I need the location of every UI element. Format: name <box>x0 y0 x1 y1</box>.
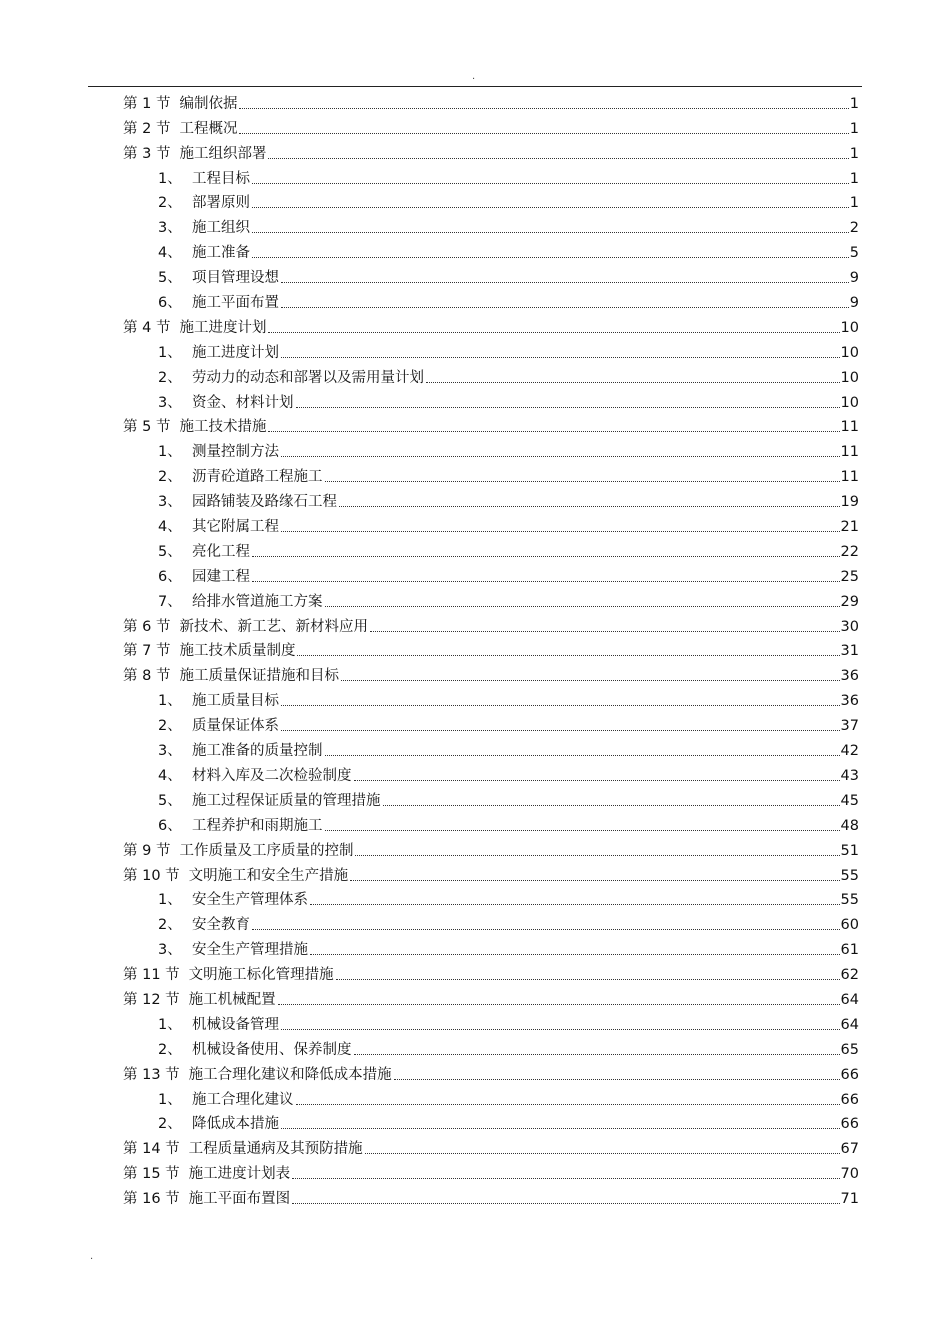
toc-entry-page: 10 <box>840 319 859 336</box>
toc-dot-leader <box>394 1079 840 1080</box>
toc-entry-number: 第 11 节 <box>123 967 180 984</box>
toc-entry-number: 1、 <box>158 693 182 710</box>
toc-entry-page: 48 <box>840 817 859 834</box>
toc-dot-leader <box>354 780 840 781</box>
toc-entry-title: 园建工程 <box>192 568 250 585</box>
toc-entry-number: 1、 <box>158 170 182 187</box>
toc-entry-page: 42 <box>840 743 859 760</box>
toc-entry-page: 10 <box>840 344 859 361</box>
toc-entry-page: 37 <box>840 718 859 735</box>
toc-entry-page: 64 <box>840 1016 859 1033</box>
toc-entry-page: 11 <box>840 469 859 486</box>
toc-entry-title: 安全生产管理措施 <box>192 942 308 959</box>
toc-entry-title: 安全生产管理体系 <box>192 892 308 909</box>
toc-entry-page: 70 <box>840 1166 859 1183</box>
toc-entry-number: 2、 <box>158 469 182 486</box>
toc-section-entry[interactable] <box>123 959 859 984</box>
toc-dot-leader <box>426 382 840 383</box>
toc-dot-leader <box>281 307 849 308</box>
toc-dot-leader <box>252 581 840 582</box>
toc-entry-number: 3、 <box>158 220 182 237</box>
toc-dot-leader <box>296 407 840 408</box>
toc-section-entry[interactable] <box>123 1059 859 1084</box>
toc-dot-leader <box>292 1178 839 1179</box>
toc-entry-page: 22 <box>840 543 859 560</box>
toc-entry-number: 3、 <box>158 494 182 511</box>
toc-section-entry[interactable] <box>123 113 859 138</box>
toc-dot-leader <box>336 979 840 980</box>
toc-entry-number: 2、 <box>158 1041 182 1058</box>
toc-entry-title: 编制依据 <box>179 95 238 112</box>
toc-dot-leader <box>268 332 839 333</box>
toc-entry-title: 施工技术质量制度 <box>179 643 296 660</box>
toc-entry-page: 1 <box>849 170 859 187</box>
toc-subsection-entry[interactable] <box>123 909 859 934</box>
footer-mark: . <box>90 1251 94 1262</box>
toc-subsection-entry[interactable] <box>123 486 859 511</box>
toc-entry-number: 第 3 节 <box>123 145 171 162</box>
toc-section-entry[interactable] <box>123 984 859 1009</box>
toc-dot-leader <box>268 431 839 432</box>
toc-entry-page: 25 <box>840 568 859 585</box>
toc-subsection-entry[interactable] <box>123 1009 859 1034</box>
toc-entry-page: 66 <box>840 1091 859 1108</box>
toc-entry-title: 文明施工标化管理措施 <box>188 967 334 984</box>
toc-entry-title: 工程概况 <box>179 120 238 137</box>
toc-section-entry[interactable] <box>123 312 859 337</box>
toc-entry-title: 部署原则 <box>192 195 250 212</box>
toc-entry-title: 项目管理设想 <box>192 270 279 287</box>
toc-entry-page: 67 <box>840 1141 859 1158</box>
toc-dot-leader <box>339 506 840 507</box>
toc-entry-page: 55 <box>840 892 859 909</box>
toc-dot-leader <box>297 655 839 656</box>
toc-section-entry[interactable] <box>123 88 859 113</box>
toc-entry-number: 1、 <box>158 1091 182 1108</box>
toc-entry-number: 2、 <box>158 917 182 934</box>
toc-dot-leader <box>281 282 849 283</box>
toc-entry-title: 施工准备的质量控制 <box>192 743 323 760</box>
toc-entry-number: 1、 <box>158 444 182 461</box>
toc-subsection-entry[interactable] <box>123 337 859 362</box>
toc-subsection-entry[interactable] <box>123 362 859 387</box>
toc-subsection-entry[interactable] <box>123 885 859 910</box>
toc-subsection-entry[interactable] <box>123 188 859 213</box>
header-rule <box>88 86 862 87</box>
toc-entry-title: 机械设备管理 <box>192 1016 279 1033</box>
toc-dot-leader <box>325 481 840 482</box>
toc-entry-number: 第 10 节 <box>123 867 180 884</box>
toc-entry-number: 7、 <box>158 593 182 610</box>
toc-subsection-entry[interactable] <box>123 436 859 461</box>
toc-entry-number: 3、 <box>158 394 182 411</box>
toc-subsection-entry[interactable] <box>123 785 859 810</box>
toc-dot-leader <box>239 133 848 134</box>
toc-dot-leader <box>281 730 840 731</box>
toc-subsection-entry[interactable] <box>123 237 859 262</box>
toc-entry-title: 安全教育 <box>192 917 250 934</box>
toc-entry-number: 2、 <box>158 195 182 212</box>
toc-entry-title: 给排水管道施工方案 <box>192 593 323 610</box>
toc-entry-page: 29 <box>840 593 859 610</box>
toc-entry-title: 新技术、新工艺、新材料应用 <box>179 618 368 635</box>
toc-entry-page: 10 <box>840 369 859 386</box>
toc-entry-page: 9 <box>849 270 859 287</box>
toc-entry-title: 施工进度计划 <box>179 319 267 336</box>
toc-entry-page: 21 <box>840 519 859 536</box>
toc-section-entry[interactable] <box>123 660 859 685</box>
toc-entry-number: 第 14 节 <box>123 1141 180 1158</box>
toc-entry-number: 第 9 节 <box>123 842 171 859</box>
toc-entry-title: 施工组织 <box>192 220 250 237</box>
toc-subsection-entry[interactable] <box>123 1109 859 1134</box>
toc-entry-title: 工作质量及工序质量的控制 <box>179 842 354 859</box>
toc-entry-title: 降低成本措施 <box>192 1116 279 1133</box>
toc-entry-number: 1、 <box>158 892 182 909</box>
toc-entry-number: 第 12 节 <box>123 991 180 1008</box>
toc-entry-page: 36 <box>840 693 859 710</box>
toc-entry-page: 43 <box>840 767 859 784</box>
toc-entry-number: 4、 <box>158 519 182 536</box>
toc-entry-page: 1 <box>849 145 859 162</box>
toc-dot-leader <box>354 1054 840 1055</box>
toc-entry-number: 2、 <box>158 718 182 735</box>
toc-entry-page: 9 <box>849 295 859 312</box>
toc-entry-title: 施工过程保证质量的管理措施 <box>192 792 381 809</box>
toc-section-entry[interactable] <box>123 1158 859 1183</box>
toc-subsection-entry[interactable] <box>123 760 859 785</box>
toc-entry-number: 2、 <box>158 369 182 386</box>
toc-entry-number: 第 1 节 <box>123 95 171 112</box>
toc-section-entry[interactable] <box>123 860 859 885</box>
toc-entry-page: 65 <box>840 1041 859 1058</box>
toc-dot-leader <box>252 183 849 184</box>
toc-section-entry[interactable] <box>123 636 859 661</box>
toc-entry-title: 施工平面布置 <box>192 295 279 312</box>
toc-entry-number: 2、 <box>158 1116 182 1133</box>
toc-entry-number: 6、 <box>158 295 182 312</box>
toc-entry-page: 1 <box>849 120 859 137</box>
toc-dot-leader <box>281 357 840 358</box>
toc-dot-leader <box>325 755 840 756</box>
toc-subsection-entry[interactable] <box>123 163 859 188</box>
toc-entry-page: 66 <box>840 1066 859 1083</box>
toc-dot-leader <box>370 631 840 632</box>
toc-dot-leader <box>281 1128 840 1129</box>
toc-dot-leader <box>365 1153 840 1154</box>
toc-entry-number: 6、 <box>158 817 182 834</box>
toc-dot-leader <box>281 456 840 457</box>
toc-entry-page: 51 <box>840 842 859 859</box>
toc-dot-leader <box>383 805 840 806</box>
toc-entry-page: 60 <box>840 917 859 934</box>
toc-entry-number: 第 15 节 <box>123 1166 180 1183</box>
toc-entry-title: 施工进度计划 <box>192 344 279 361</box>
table-of-contents <box>123 88 859 1208</box>
toc-subsection-entry[interactable] <box>123 710 859 735</box>
toc-entry-number: 第 16 节 <box>123 1191 180 1208</box>
toc-entry-title: 资金、材料计划 <box>192 394 294 411</box>
toc-entry-number: 4、 <box>158 767 182 784</box>
toc-entry-number: 第 13 节 <box>123 1066 180 1083</box>
toc-subsection-entry[interactable] <box>123 685 859 710</box>
toc-entry-title: 施工质量保证措施和目标 <box>179 668 339 685</box>
toc-subsection-entry[interactable] <box>123 536 859 561</box>
toc-entry-page: 5 <box>849 245 859 262</box>
toc-dot-leader <box>281 531 840 532</box>
toc-dot-leader <box>252 232 849 233</box>
toc-dot-leader <box>252 556 840 557</box>
toc-entry-page: 19 <box>840 494 859 511</box>
toc-entry-page: 11 <box>840 444 859 461</box>
toc-entry-page: 64 <box>840 991 859 1008</box>
toc-dot-leader <box>281 705 840 706</box>
toc-entry-number: 第 8 节 <box>123 668 171 685</box>
toc-entry-title: 工程质量通病及其预防措施 <box>188 1141 363 1158</box>
toc-dot-leader <box>310 904 840 905</box>
toc-entry-title: 文明施工和安全生产措施 <box>188 867 349 884</box>
toc-entry-page: 45 <box>840 792 859 809</box>
toc-dot-leader <box>325 830 840 831</box>
toc-entry-number: 第 7 节 <box>123 643 171 660</box>
toc-subsection-entry[interactable] <box>123 1034 859 1059</box>
toc-subsection-entry[interactable] <box>123 810 859 835</box>
toc-dot-leader <box>268 158 848 159</box>
toc-entry-page: 1 <box>849 95 859 112</box>
toc-entry-title: 施工组织部署 <box>179 145 267 162</box>
toc-entry-page: 11 <box>840 419 859 436</box>
toc-entry-title: 劳动力的动态和部署以及需用量计划 <box>192 369 424 386</box>
toc-dot-leader <box>252 257 849 258</box>
toc-entry-page: 1 <box>849 195 859 212</box>
toc-dot-leader <box>310 954 840 955</box>
toc-entry-number: 第 2 节 <box>123 120 171 137</box>
toc-subsection-entry[interactable] <box>123 1084 859 1109</box>
toc-entry-number: 4、 <box>158 245 182 262</box>
toc-subsection-entry[interactable] <box>123 212 859 237</box>
toc-entry-title: 沥青砼道路工程施工 <box>192 469 323 486</box>
toc-entry-page: 55 <box>840 867 859 884</box>
toc-entry-title: 园路铺装及路缘石工程 <box>192 494 337 511</box>
toc-entry-title: 施工机械配置 <box>188 991 276 1008</box>
toc-entry-title: 工程养护和雨期施工 <box>192 817 323 834</box>
toc-entry-number: 5、 <box>158 543 182 560</box>
toc-dot-leader <box>281 1029 840 1030</box>
toc-dot-leader <box>252 929 840 930</box>
toc-entry-title: 施工合理化建议和降低成本措施 <box>188 1066 392 1083</box>
toc-entry-title: 质量保证体系 <box>192 718 279 735</box>
toc-subsection-entry[interactable] <box>123 461 859 486</box>
toc-entry-title: 施工质量目标 <box>192 693 279 710</box>
toc-entry-number: 第 4 节 <box>123 319 171 336</box>
toc-entry-page: 30 <box>840 618 859 635</box>
toc-entry-title: 工程目标 <box>192 170 250 187</box>
toc-entry-number: 第 5 节 <box>123 419 171 436</box>
toc-subsection-entry[interactable] <box>123 387 859 412</box>
toc-entry-page: 10 <box>840 394 859 411</box>
toc-subsection-entry[interactable] <box>123 262 859 287</box>
toc-entry-page: 66 <box>840 1116 859 1133</box>
toc-dot-leader <box>350 880 839 881</box>
toc-entry-title: 施工平面布置图 <box>188 1191 291 1208</box>
toc-entry-title: 施工合理化建议 <box>192 1091 294 1108</box>
toc-entry-title: 其它附属工程 <box>192 519 279 536</box>
toc-dot-leader <box>292 1203 839 1204</box>
toc-entry-number: 6、 <box>158 568 182 585</box>
toc-section-entry[interactable] <box>123 1133 859 1158</box>
toc-subsection-entry[interactable] <box>123 287 859 312</box>
toc-subsection-entry[interactable] <box>123 586 859 611</box>
toc-subsection-entry[interactable] <box>123 561 859 586</box>
toc-subsection-entry[interactable] <box>123 511 859 536</box>
toc-entry-number: 3、 <box>158 942 182 959</box>
toc-entry-page: 31 <box>840 643 859 660</box>
toc-entry-title: 机械设备使用、保养制度 <box>192 1041 352 1058</box>
toc-entry-number: 3、 <box>158 743 182 760</box>
toc-entry-title: 材料入库及二次检验制度 <box>192 767 352 784</box>
toc-entry-title: 施工准备 <box>192 245 250 262</box>
header-mark: . <box>472 71 476 82</box>
toc-entry-page: 36 <box>840 668 859 685</box>
toc-entry-page: 71 <box>840 1191 859 1208</box>
toc-section-entry[interactable] <box>123 412 859 437</box>
toc-section-entry[interactable] <box>123 1183 859 1208</box>
toc-entry-number: 5、 <box>158 792 182 809</box>
toc-entry-page: 62 <box>840 967 859 984</box>
toc-entry-title: 施工技术措施 <box>179 419 267 436</box>
toc-section-entry[interactable] <box>123 835 859 860</box>
toc-entry-title: 测量控制方法 <box>192 444 279 461</box>
toc-entry-number: 1、 <box>158 344 182 361</box>
toc-section-entry[interactable] <box>123 138 859 163</box>
toc-subsection-entry[interactable] <box>123 735 859 760</box>
toc-entry-number: 5、 <box>158 270 182 287</box>
toc-dot-leader <box>252 207 849 208</box>
toc-dot-leader <box>341 680 840 681</box>
toc-entry-page: 61 <box>840 942 859 959</box>
toc-dot-leader <box>278 1004 840 1005</box>
toc-subsection-entry[interactable] <box>123 934 859 959</box>
toc-section-entry[interactable] <box>123 611 859 636</box>
toc-entry-page: 2 <box>849 220 859 237</box>
toc-dot-leader <box>296 1104 840 1105</box>
toc-entry-number: 1、 <box>158 1016 182 1033</box>
toc-dot-leader <box>239 108 848 109</box>
toc-entry-title: 亮化工程 <box>192 543 250 560</box>
toc-entry-number: 第 6 节 <box>123 618 171 635</box>
toc-entry-title: 施工进度计划表 <box>188 1166 291 1183</box>
toc-dot-leader <box>325 606 840 607</box>
toc-dot-leader <box>355 855 839 856</box>
